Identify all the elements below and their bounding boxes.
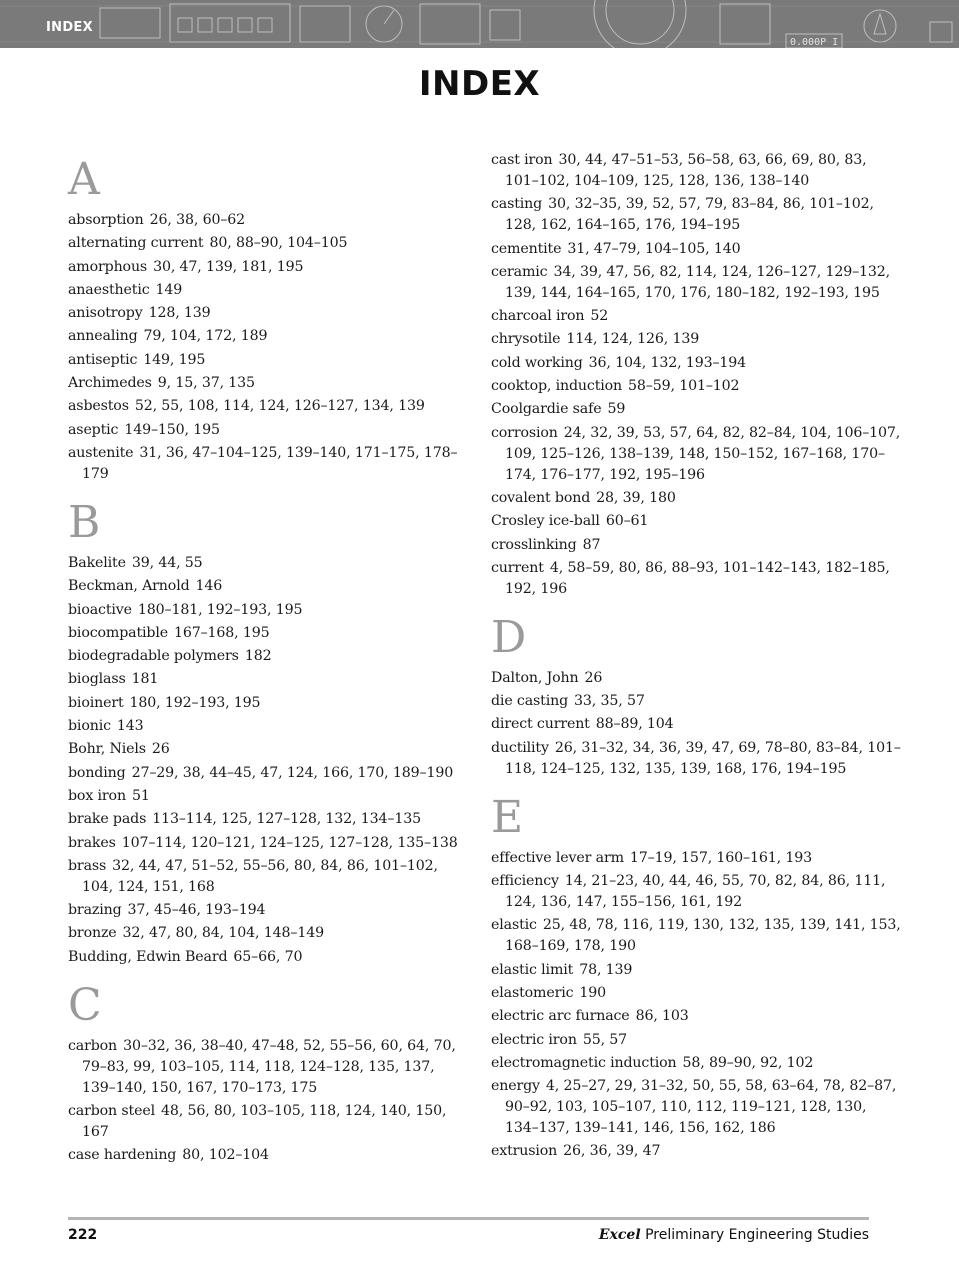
header-banner [0,0,959,48]
index-term: casting [491,196,543,213]
index-entry [491,871,901,913]
index-entry [491,376,901,397]
index-entry [68,553,468,574]
index-entry [68,786,468,807]
index-entry [68,373,468,394]
footer-book-title [599,1227,869,1243]
index-term: Bohr, Niels [68,741,146,758]
index-column-left [68,150,468,1180]
index-pages: 36, 104, 132, 193–194 [588,354,747,371]
index-pages: 32, 47, 80, 84, 104, 148–149 [122,925,324,942]
index-term: elastic [491,917,537,934]
index-term: anisotropy [68,305,143,322]
index-pages: 80, 102–104 [182,1147,269,1164]
index-entry [68,576,468,597]
index-entry [68,443,468,485]
index-entry [491,915,901,957]
index-pages: 26, 38, 60–62 [149,212,246,228]
index-section [68,156,468,485]
index-entry [68,763,468,784]
index-term: bronze [68,925,117,942]
index-term: energy [491,1078,540,1095]
index-pages: 32, 44, 47, 51–52, 55–56, 80, 84, 86, 101–102, 104, 124, 151, 168 [82,857,438,895]
index-pages: 52, 55, 108, 114, 124, 126–127, 134, 139 [134,398,425,415]
index-entry [491,488,901,509]
index-entry [68,856,468,898]
index-term: bioglass [68,671,126,688]
index-term: carbon [68,1037,118,1054]
section-letter: E [491,791,524,843]
index-term: bionic [68,718,111,735]
index-term: biocompatible [68,624,168,641]
index-pages: 25, 48, 78, 116, 119, 130, 132, 135, 139, 141, 153, 168–169, 178, 190 [505,917,901,955]
index-term: electromagnetic induction [491,1054,677,1071]
index-section [68,979,468,1167]
index-entry [68,669,468,690]
index-pages: 80, 88–90, 104–105 [209,235,348,252]
index-pages: 167–168, 195 [173,624,270,641]
index-term: Bakelite [68,554,126,571]
index-entry [491,558,901,600]
index-pages: 88–89, 104 [595,716,674,733]
section-letter: D [491,611,527,663]
index-entry [491,353,901,374]
index-entry [491,1141,901,1162]
index-pages: 31, 47–79, 104–105, 140 [567,240,741,257]
index-pages: 33, 35, 57 [574,693,645,710]
index-term: cementite [491,240,562,257]
index-term: Archimedes [68,375,152,392]
index-entry [491,239,901,260]
index-pages: 128, 139 [148,305,211,322]
index-pages: 30, 47, 139, 181, 195 [153,258,304,275]
index-term: corrosion [491,424,558,441]
index-term: Coolgardie safe [491,401,602,418]
index-term: bonding [68,764,126,781]
index-pages: 182 [244,648,272,665]
index-term: brass [68,857,107,874]
index-pages: 149 [155,281,183,298]
index-term: ductility [491,739,549,756]
index-entry [68,1145,468,1166]
running-header-label: INDEX [46,20,93,35]
index-entry [491,511,901,532]
index-pages: 4, 25–27, 29, 31–32, 50, 55, 58, 63–64, 78, 82–87, 90–92, 103, 105–107, 110, 112, 119–121, 128, 130, 134–137, 139–141, 146, 156, 162, 186 [505,1078,897,1137]
index-term: electric iron [491,1031,577,1048]
index-entry [68,210,468,231]
index-pages: 55, 57 [582,1031,628,1048]
index-term: crosslinking [491,536,577,553]
index-entry [68,233,468,254]
index-term: case hardening [68,1147,177,1164]
index-term: cold working [491,354,583,371]
index-term: austenite [68,444,134,461]
index-entry [491,306,901,327]
index-entry [491,691,901,712]
index-term: Dalton, John [491,669,579,686]
page-title: INDEX [418,64,541,104]
index-term: covalent bond [491,489,591,506]
index-pages: 87 [582,536,601,553]
index-pages: 79, 104, 172, 189 [143,328,268,345]
index-pages: 30, 32–35, 39, 52, 57, 79, 83–84, 86, 101–102, 128, 162, 164–165, 176, 194–195 [505,196,874,234]
index-entry [68,923,468,944]
index-section [491,791,901,1163]
page-number: 222 [68,1227,98,1243]
index-pages: 51 [131,787,150,804]
index-term: biodegradable polymers [68,648,239,665]
index-section [491,150,901,600]
index-pages: 65–66, 70 [233,948,303,965]
index-entry [491,1076,901,1139]
index-entry [491,1030,901,1051]
index-entry [68,716,468,737]
index-entry [68,303,468,324]
index-term: ceramic [491,263,548,280]
index-entry [491,1053,901,1074]
index-pages: 24, 32, 39, 53, 57, 64, 82, 82–84, 104, 106–107, 109, 125–126, 138–139, 148, 150–152, 167–168, 170–174, 176–177, 192, 195–196 [505,424,901,483]
index-pages: 48, 56, 80, 103–105, 118, 124, 140, 150, 167 [82,1103,447,1141]
index-term: efficiency [491,873,559,890]
index-entry [68,809,468,830]
index-term: Budding, Edwin Beard [68,948,228,965]
index-pages: 58–59, 101–102 [628,378,740,395]
index-entry [68,739,468,760]
index-term: extrusion [491,1143,558,1160]
index-entry [491,194,901,236]
index-term: effective lever arm [491,849,624,866]
index-entry [491,423,901,486]
index-entry [68,646,468,667]
index-pages: 31, 36, 47–104–125, 139–140, 171–175, 178–179 [82,444,458,482]
index-pages: 9, 15, 37, 135 [157,375,255,392]
index-term: charcoal iron [491,308,585,325]
index-entry [68,1101,468,1143]
index-pages: 190 [579,984,607,1001]
index-section [491,611,901,780]
index-term: antiseptic [68,351,138,368]
index-pages: 149, 195 [143,351,206,368]
index-term: bioinert [68,694,124,711]
index-entry [491,262,901,304]
index-pages: 113–114, 125, 127–128, 132, 134–135 [152,811,421,828]
index-entry [68,693,468,714]
index-pages: 180–181, 192–193, 195 [137,601,303,618]
index-entry [491,983,901,1004]
index-term: cast iron [491,152,553,168]
book-title: Preliminary Engineering Studies [645,1227,869,1243]
index-term: brake pads [68,811,147,828]
index-term: die casting [491,693,569,710]
index-entry [68,1036,468,1099]
index-entry [491,329,901,350]
index-pages: 60–61 [605,513,649,530]
index-pages: 78, 139 [579,961,633,978]
index-entry [68,420,468,441]
index-term: cooktop, induction [491,378,623,395]
index-entry [491,399,901,420]
index-pages: 59 [607,401,626,418]
index-entry [68,600,468,621]
index-pages: 34, 39, 47, 56, 82, 114, 124, 126–127, 129–132, 139, 144, 164–165, 170, 176, 180–182, 192–193, 195 [505,263,891,301]
index-pages: 14, 21–23, 40, 44, 46, 55, 70, 82, 84, 86, 111, 124, 136, 147, 155–156, 161, 192 [505,873,886,911]
index-entry [491,150,901,192]
index-entry [491,714,901,735]
index-entry [68,257,468,278]
index-term: current [491,559,544,576]
index-pages: 86, 103 [635,1008,689,1025]
index-pages: 39, 44, 55 [131,554,203,571]
index-entry [68,280,468,301]
index-entry [491,535,901,556]
index-term: anaesthetic [68,281,150,298]
index-pages: 30–32, 36, 38–40, 47–48, 52, 55–56, 60, 64, 70, 79–83, 99, 103–105, 114, 118, 124–128, 135, 137, 139–140, 150, 167, 170–173, 175 [82,1037,456,1096]
index-entry [491,848,901,869]
panel-display-readout: 0.000P I [790,37,839,48]
index-pages: 4, 58–59, 80, 86, 88–93, 101–142–143, 182–185, 192, 196 [505,559,890,597]
index-pages: 52 [590,308,609,325]
index-entry [68,623,468,644]
index-pages: 26 [584,669,603,686]
index-entry [68,326,468,347]
index-entry [68,900,468,921]
index-pages: 107–114, 120–121, 124–125, 127–128, 135–138 [121,834,458,851]
index-column-right [491,150,901,1176]
index-term: Beckman, Arnold [68,578,190,595]
index-entry [68,947,468,968]
section-letter: B [68,496,101,548]
index-term: carbon steel [68,1103,155,1120]
index-pages: 27–29, 38, 44–45, 47, 124, 166, 170, 189–190 [131,764,454,781]
index-entry [491,960,901,981]
index-entry [491,668,901,689]
index-pages: 26 [151,741,170,758]
index-term: Crosley ice-ball [491,513,600,530]
index-entry [491,1006,901,1027]
index-term: absorption [68,212,144,228]
index-term: amorphous [68,258,148,275]
index-term: brakes [68,834,116,851]
index-pages: 17–19, 157, 160–161, 193 [629,849,812,866]
index-term: aseptic [68,421,119,438]
index-entry [68,833,468,854]
index-term: alternating current [68,235,204,252]
index-term: elastomeric [491,984,574,1001]
index-term: chrysotile [491,331,561,348]
index-entry [68,350,468,371]
index-term: bioactive [68,601,132,618]
index-pages: 26, 36, 39, 47 [563,1143,661,1160]
index-pages: 149–150, 195 [124,421,220,438]
index-entry [491,738,901,780]
footer-rule [68,1217,869,1220]
index-pages: 114, 124, 126, 139 [566,331,700,348]
section-letter: A [68,154,100,205]
index-term: electric arc furnace [491,1008,630,1025]
index-pages: 143 [116,718,144,735]
section-letter: C [68,979,102,1031]
machinery-panel-illustration [0,0,959,48]
index-pages: 58, 89–90, 92, 102 [682,1054,814,1071]
index-term: annealing [68,328,138,345]
index-entry [68,396,468,417]
brand-name: Excel [598,1227,641,1243]
index-pages: 26, 31–32, 34, 36, 39, 47, 69, 78–80, 83–84, 101–118, 124–125, 132, 135, 139, 168, 176, 194–195 [505,739,901,777]
index-pages: 181 [131,671,159,688]
index-pages: 37, 45–46, 193–194 [127,902,266,919]
index-term: elastic limit [491,961,574,978]
index-pages: 30, 44, 47–51–53, 56–58, 63, 66, 69, 80, 83, 101–102, 104–109, 125, 128, 136, 138–140 [505,152,867,189]
index-term: brazing [68,902,122,919]
index-pages: 146 [195,578,223,595]
index-term: direct current [491,716,590,733]
index-section [68,496,468,968]
index-term: asbestos [68,398,129,415]
index-pages: 28, 39, 180 [596,489,676,506]
index-pages: 180, 192–193, 195 [129,694,261,711]
index-term: box iron [68,787,126,804]
